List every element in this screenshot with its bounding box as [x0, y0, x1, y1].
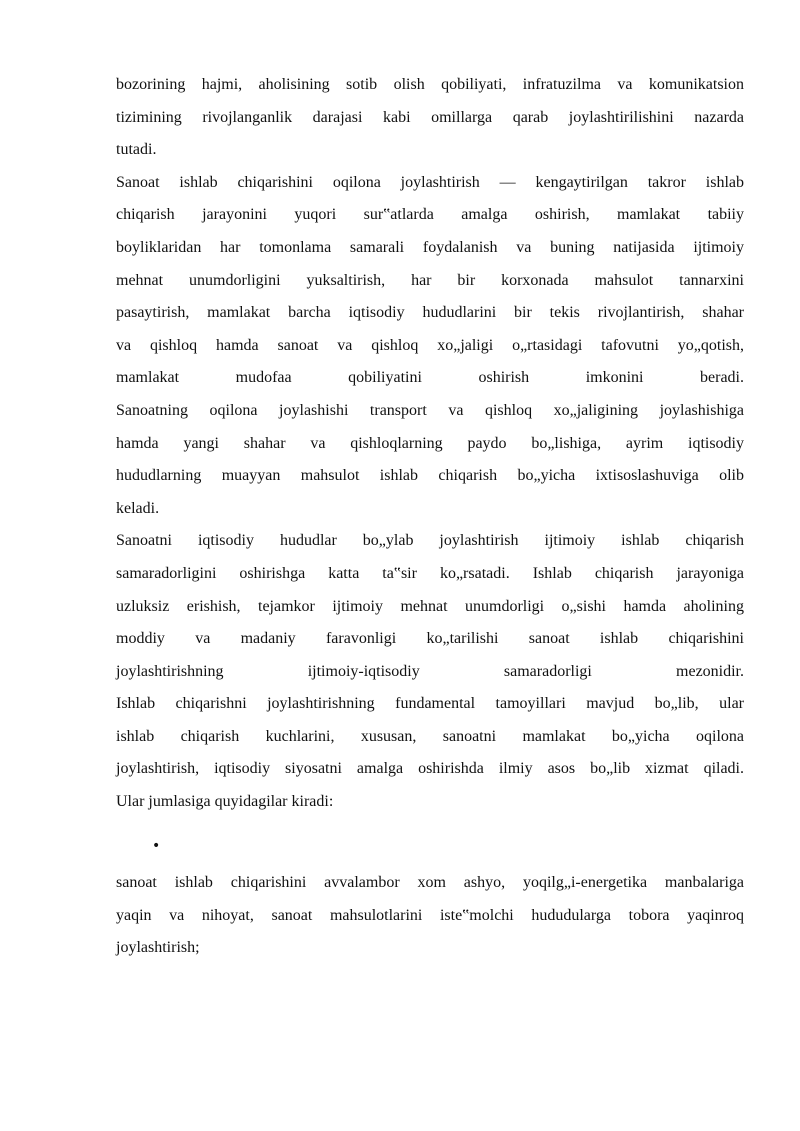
text-line: moddiy va madaniy faravonligi ko„tarilishi sanoat ishlab chiqarishini — [116, 630, 744, 648]
text-line: bozorining hajmi, aholisining sotib olish qobiliyati, infratuzilma va komunikatsion — [116, 76, 744, 93]
text-line: mehnat unumdorligini yuksaltirish, har bir korxonada mahsulot tannarxini — [116, 271, 744, 289]
text-line: Ular jumlasiga quyidagilar kiradi: — [116, 793, 334, 811]
text-line: boyliklaridan har tomonlama samarali foydalanish va buning natijasida ijtimoiy — [116, 238, 744, 256]
text-line: sanoat ishlab chiqarishini avvalambor xom ashyo, yoqilg„i-energetika manbalariga — [116, 874, 744, 891]
text-line: Sanoatni iqtisodiy hududlar bo„ylab joylashtirish ijtimoiy ishlab chiqarish — [116, 532, 744, 550]
text-line: keladi. — [116, 499, 160, 517]
main-text-block — [116, 69, 744, 819]
text-line: pasaytirish, mamlakat barcha iqtisodiy hududlarini bir tekis rivojlantirish, shahar — [116, 304, 744, 322]
text-line: joylashtirishning ijtimoiy-iqtisodiy samaradorligi mezonidir. — [116, 662, 744, 680]
text-line: Sanoatning oqilona joylashishi transport va qishloq xo„jaligining joylashishiga — [116, 401, 744, 419]
list-item-text — [116, 867, 744, 965]
text-line: samaradorligini oshirishga katta ta‟sir ko„rsatadi. Ishlab chiqarish jarayoniga — [116, 564, 744, 582]
text-line: va qishloq hamda sanoat va qishloq xo„jaligi o„rtasidagi tafovutni yo„qotish, — [116, 336, 744, 354]
text-line: yaqin va nihoyat, sanoat mahsulotlarini iste‟molchi hududularga tobora yaqinroq — [116, 906, 744, 924]
text-line: hamda yangi shahar va qishloqlarning paydo bo„lishiga, ayrim iqtisodiy — [116, 434, 744, 452]
text-line: joylashtirish, iqtisodiy siyosatni amalga oshirishda ilmiy asos bo„lib xizmat qiladi. — [116, 760, 744, 778]
text-line: Sanoat ishlab chiqarishini oqilona joylashtirish — kengaytirilgan takror ishlab — [116, 173, 744, 191]
text-line: tutadi. — [116, 141, 157, 159]
text-line: Ishlab chiqarishni joylashtirishning fundamental tamoyillari mavjud bo„lib, ular — [116, 695, 744, 713]
text-line: uzluksiz erishish, tejamkor ijtimoiy mehnat unumdorligi o„sishi hamda aholining — [116, 597, 744, 615]
text-line: hududlarning muayyan mahsulot ishlab chiqarish bo„yicha ixtisoslashuviga olib — [116, 467, 744, 485]
text-line: joylashtirish; — [116, 939, 200, 957]
text-line: tizimining rivojlanganlik darajasi kabi omillarga qarab joylashtirilishini nazarda — [116, 108, 744, 126]
text-line: ishlab chiqarish kuchlarini, xususan, sanoatni mamlakat bo„yicha oqilona — [116, 727, 744, 745]
text-line: chiqarish jarayonini yuqori sur‟atlarda amalga oshirish, mamlakat tabiiy — [116, 206, 744, 224]
list-bullet: • — [152, 838, 161, 854]
text-line: mamlakat mudofaa qobiliyatini oshirish imkonini beradi. — [116, 369, 744, 387]
